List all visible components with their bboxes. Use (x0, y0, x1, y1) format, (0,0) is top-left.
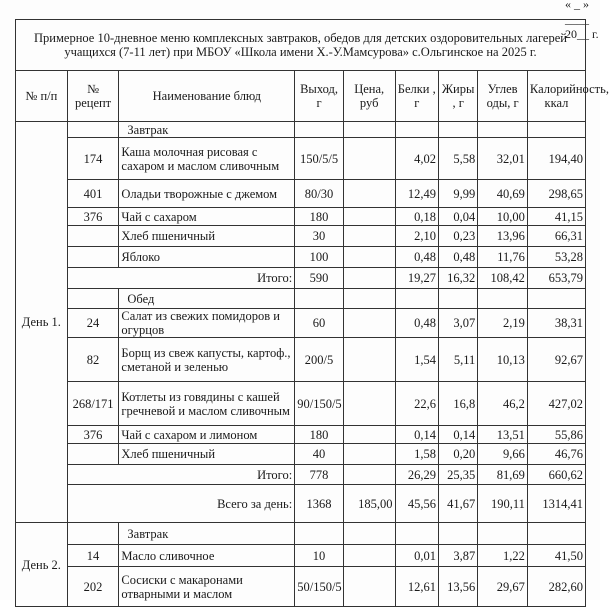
recipe-number: 202 (67, 567, 119, 607)
day-label: День 2. (16, 523, 68, 607)
dish-protein: 0,18 (395, 208, 438, 226)
dish-fat: 0,14 (438, 426, 477, 444)
recipe-number: 376 (67, 426, 119, 444)
total-output: 778 (295, 465, 344, 485)
recipe-number: 401 (67, 180, 119, 208)
section-label: Обед (119, 289, 295, 309)
dish-output: 30 (295, 226, 344, 247)
dish-carbs: 13,96 (478, 226, 528, 247)
dish-name: Салат из свежих помидоров и огурцов (119, 309, 295, 338)
section-recipe-empty (67, 523, 119, 545)
total-output: 590 (295, 268, 344, 289)
day-total-row (16, 485, 586, 523)
dish-kcal: 41,15 (527, 208, 585, 226)
section-empty-cell (438, 289, 477, 309)
recipe-number (67, 444, 119, 465)
dish-protein: 0,48 (395, 247, 438, 268)
dish-carbs: 40,69 (478, 180, 528, 208)
total-protein: 19,27 (395, 268, 438, 289)
dish-price (343, 426, 395, 444)
dish-output: 40 (295, 444, 344, 465)
dish-protein: 12,49 (395, 180, 438, 208)
total-kcal: 1314,41 (527, 485, 585, 523)
total-kcal: 660,62 (527, 465, 585, 485)
total-price (343, 465, 395, 485)
col-protein: Белки , г (395, 71, 438, 122)
dish-output: 180 (295, 208, 344, 226)
table-row (16, 545, 586, 567)
section-empty-cell (527, 289, 585, 309)
dish-kcal: 46,76 (527, 444, 585, 465)
dish-name: Хлеб пшеничный (119, 444, 295, 465)
dish-carbs: 10,13 (478, 338, 528, 382)
dish-name: Масло сливочное (119, 545, 295, 567)
dish-price (343, 180, 395, 208)
section-empty-cell (395, 523, 438, 545)
dish-name: Чай с сахаром и лимоном (119, 426, 295, 444)
dish-name: Хлеб пшеничный (119, 226, 295, 247)
dish-carbs: 9,66 (478, 444, 528, 465)
total-protein: 45,56 (395, 485, 438, 523)
dish-fat: 5,11 (438, 338, 477, 382)
section-empty-cell (478, 289, 528, 309)
dish-price (343, 338, 395, 382)
col-kcal: Калорийность, ккал (527, 71, 585, 122)
dish-output: 10 (295, 545, 344, 567)
dish-kcal: 282,60 (527, 567, 585, 607)
dish-fat: 0,04 (438, 208, 477, 226)
col-carbs: Углев оды, г (478, 71, 528, 122)
dish-protein: 4,02 (395, 138, 438, 180)
dish-carbs: 11,76 (478, 247, 528, 268)
dish-kcal: 194,40 (527, 138, 585, 180)
section-empty-cell (527, 523, 585, 545)
dish-price (343, 382, 395, 426)
section-empty-cell (478, 122, 528, 138)
section-empty-cell (343, 289, 395, 309)
col-fat: Жиры , г (438, 71, 477, 122)
section-empty-cell (478, 523, 528, 545)
dish-name: Каша молочная рисовая с сахаром и маслом сливочным (119, 138, 295, 180)
dish-fat: 13,56 (438, 567, 477, 607)
total-carbs: 108,42 (478, 268, 528, 289)
dish-carbs: 46,2 (478, 382, 528, 426)
recipe-number: 82 (67, 338, 119, 382)
dish-fat: 3,87 (438, 545, 477, 567)
dish-carbs: 29,67 (478, 567, 528, 607)
total-carbs: 81,69 (478, 465, 528, 485)
dish-price (343, 545, 395, 567)
dish-fat: 3,07 (438, 309, 477, 338)
total-label: Итого: (67, 465, 295, 485)
dish-name: Чай с сахаром (119, 208, 295, 226)
dish-carbs: 32,01 (478, 138, 528, 180)
table-row (16, 382, 586, 426)
dish-protein: 1,54 (395, 338, 438, 382)
header-row (16, 71, 586, 122)
dish-carbs: 10,00 (478, 208, 528, 226)
dish-protein: 0,01 (395, 545, 438, 567)
dish-fat: 16,8 (438, 382, 477, 426)
dish-price (343, 247, 395, 268)
dish-fat: 9,99 (438, 180, 477, 208)
dish-kcal: 92,67 (527, 338, 585, 382)
table-row (16, 180, 586, 208)
recipe-number: 376 (67, 208, 119, 226)
recipe-number: 14 (67, 545, 119, 567)
dish-kcal: 53,28 (527, 247, 585, 268)
section-row (16, 289, 586, 309)
total-output: 1368 (295, 485, 344, 523)
title-row (16, 20, 586, 71)
dish-kcal: 41,50 (527, 545, 585, 567)
section-empty-cell (527, 122, 585, 138)
dish-carbs: 13,51 (478, 426, 528, 444)
menu-title: Примерное 10-дневное меню комплексных завтраков, обедов для детских оздоровительных лагерей учащихся (7-11 лет) при МБОУ «Школа имени Х.-У.Мамсурова» с.Ольгинское на 2025 г. (16, 20, 586, 71)
recipe-number: 174 (67, 138, 119, 180)
table-row (16, 226, 586, 247)
dish-kcal: 427,02 (527, 382, 585, 426)
section-label: Завтрак (119, 523, 295, 545)
dish-output: 50/150/5 (295, 567, 344, 607)
dish-protein: 0,48 (395, 309, 438, 338)
total-row (16, 268, 586, 289)
dish-name: Сосиски с макаронами отварными и маслом (119, 567, 295, 607)
table-row (16, 247, 586, 268)
total-label: Итого: (67, 268, 295, 289)
dish-output: 100 (295, 247, 344, 268)
dish-protein: 12,61 (395, 567, 438, 607)
dish-output: 80/30 (295, 180, 344, 208)
table-row (16, 426, 586, 444)
section-empty-cell (295, 289, 344, 309)
col-num: № п/п (16, 71, 68, 122)
dish-protein: 2,10 (395, 226, 438, 247)
table-row (16, 309, 586, 338)
dish-name: Котлеты из говядины с кашей гречневой и маслом сливочным (119, 382, 295, 426)
dish-carbs: 2,19 (478, 309, 528, 338)
dish-protein: 1,58 (395, 444, 438, 465)
section-empty-cell (295, 523, 344, 545)
total-carbs: 190,11 (478, 485, 528, 523)
dish-price (343, 567, 395, 607)
dish-output: 60 (295, 309, 344, 338)
total-protein: 26,29 (395, 465, 438, 485)
section-row (16, 122, 586, 138)
recipe-number (67, 247, 119, 268)
section-empty-cell (295, 122, 344, 138)
total-price (343, 268, 395, 289)
section-recipe-empty (67, 289, 119, 309)
dish-fat: 5,58 (438, 138, 477, 180)
total-fat: 25,35 (438, 465, 477, 485)
section-recipe-empty (67, 122, 119, 138)
dish-kcal: 38,31 (527, 309, 585, 338)
total-fat: 41,67 (438, 485, 477, 523)
day-label: День 1. (16, 122, 68, 523)
dish-output: 90/150/5 (295, 382, 344, 426)
section-label: Завтрак (119, 122, 295, 138)
dish-price (343, 309, 395, 338)
approval-line (360, 0, 600, 41)
dish-price (343, 444, 395, 465)
dish-price (343, 208, 395, 226)
table-row (16, 138, 586, 180)
total-price: 185,00 (343, 485, 395, 523)
total-fat: 16,32 (438, 268, 477, 289)
section-empty-cell (438, 122, 477, 138)
section-empty-cell (343, 523, 395, 545)
dish-name: Борщ из свеж капусты, картоф., сметаной и зеленью (119, 338, 295, 382)
dish-kcal: 55,86 (527, 426, 585, 444)
dish-price (343, 138, 395, 180)
table-row (16, 338, 586, 382)
approval-date: « _ » ____ 20__ г. (565, 0, 599, 41)
dish-fat: 0,23 (438, 226, 477, 247)
total-label: Всего за день: (67, 485, 295, 523)
section-empty-cell (343, 122, 395, 138)
col-price: Цена, руб (343, 71, 395, 122)
table-row (16, 444, 586, 465)
dish-output: 180 (295, 426, 344, 444)
dish-price (343, 226, 395, 247)
dish-fat: 0,20 (438, 444, 477, 465)
dish-fat: 0,48 (438, 247, 477, 268)
dish-name: Оладьи творожные с джемом (119, 180, 295, 208)
section-empty-cell (395, 289, 438, 309)
dish-name: Яблоко (119, 247, 295, 268)
dish-output: 150/5/5 (295, 138, 344, 180)
recipe-number: 24 (67, 309, 119, 338)
total-kcal: 653,79 (527, 268, 585, 289)
section-empty-cell (395, 122, 438, 138)
dish-output: 200/5 (295, 338, 344, 382)
recipe-number (67, 226, 119, 247)
table-row (16, 208, 586, 226)
table-row (16, 567, 586, 607)
col-recipe: № рецепт (67, 71, 119, 122)
section-empty-cell (438, 523, 477, 545)
recipe-number: 268/171 (67, 382, 119, 426)
section-row (16, 523, 586, 545)
dish-protein: 22,6 (395, 382, 438, 426)
dish-carbs: 1,22 (478, 545, 528, 567)
col-output: Выход, г (295, 71, 344, 122)
dish-protein: 0,14 (395, 426, 438, 444)
dish-kcal: 298,65 (527, 180, 585, 208)
col-name: Наименование блюд (119, 71, 295, 122)
dish-kcal: 66,31 (527, 226, 585, 247)
total-row (16, 465, 586, 485)
